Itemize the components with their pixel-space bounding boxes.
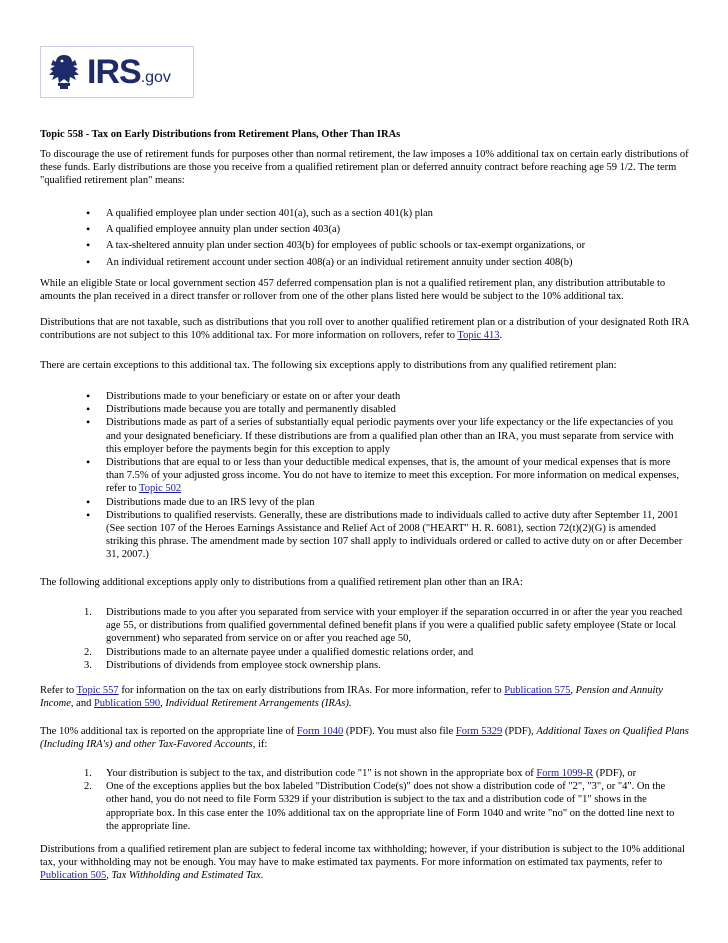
topic-557-link[interactable]: Topic 557 [76,685,119,696]
page-title: Topic 558 - Tax on Early Distributions from Retirement Plans, Other Than IRAs [40,129,401,140]
eagle-icon [41,49,87,95]
additional-exceptions-paragraph: The following additional exceptions apply only to distributions from a qualified retirement plan other than an IRA: [40,577,523,588]
withholding-paragraph: Distributions from a qualified retirement plan are subject to federal income tax withholding; however, if your distribution is subject to the 10% additional tax, your withholding may not be enough. You may have to make estimated tax payments. For more information on estimated tax payments, refer to Publication 505, Tax Withholding and Estimated Tax. [40,844,685,882]
list-item: • Distributions made to your beneficiary or estate on or after your death [88,390,688,403]
form-5329-link[interactable]: Form 5329 [455,726,503,737]
publication-505-link[interactable]: Publication 505 [40,870,107,882]
exceptions-intro-paragraph: There are certain exceptions to this additional tax. The following six exceptions apply to distributions from any qualified retirement plan: [40,360,617,371]
logo-suffix: .gov [140,69,171,87]
list-item: 3. Distributions of dividends from employee stock ownership plans. [84,659,381,671]
topic-502-link[interactable]: Topic 502 [139,483,182,495]
list-item: • Distributions to qualified reservists. Generally, these are distributions made to individuals called to active duty after September 11, 2001 (See section 107 of the Heroes Earnings Assistance and Relief Act of 2008 ("HEART" H. R. 6081), section 72(t)(2)(G) is amended striking this phrase. The amendment made by section 107 shall apply to individuals ordered or called to active duty on or after December 31, 2007.) [88,509,688,562]
section-457-paragraph: While an eligible State or local government section 457 deferred compensation plan is not a qualified retirement plan, any distribution attributable to amounts the plan received in a direct transfer or rollover from one of the other plans listed here would be subject to the 10% additional tax. [40,278,666,303]
report-paragraph: The 10% additional tax is reported on the appropriate line of Form 1040 (PDF). You must also file Form 5329 (PDF), Additional Taxes on Qualified Plans (Including IRA's) and other Tax-Favored Accounts, if: [40,726,689,751]
nontaxable-paragraph: Distributions that are not taxable, such as distributions that you roll over to another qualified retirement plan or a distribution of your designated Roth IRA contributions are not subject to this 10% additional tax. For more information on rollovers, refer to Topic 413. [40,317,689,342]
list-item: • Distributions made because you are totally and permanently disabled [88,403,688,416]
publication-575-link[interactable]: Publication 575 [504,685,571,696]
list-item: 1. Distributions made to you after you separated from service with your employer if the separation occurred in or after the year you reached age 55, or distributions from qualified governmental defined benefit plans if you were a qualified public safety employee (State or local government) who separated from service on or after you reached age 50, [84,607,683,645]
list-item: • A qualified employee plan under section 401(a), such as a section 401(k) plan [88,207,688,220]
topic-413-link[interactable]: Topic 413 [457,330,500,342]
list-item: • A tax-sheltered annuity plan under section 403(b) for employees of public schools or tax-exempt organizations, or [88,239,688,252]
list-item: • An individual retirement account under section 408(a) or an individual retirement annuity under section 408(b) [88,256,688,269]
form-1099r-link[interactable]: Form 1099-R [536,768,594,779]
list-item: 2. One of the exceptions applies but the box labeled "Distribution Code(s)" does not show a distribution code of "2", "3", or "4". On the other hand, you do not need to file Form 5329 if your distribution is subject to the tax and a distribution code of "1" shows in the appropriate box. In this case enter the 10% additional tax on the appropriate line of Form 1040 and write "no" on the dotted line next to the appropriate line. [84,781,675,832]
plan-type-list [88,207,688,269]
form-1040-link[interactable]: Form 1040 [296,726,344,737]
refer-paragraph: Refer to Topic 557 for information on the tax on early distributions from IRAs. For more information, refer to Publication 575, Pension and Annuity Income, and Publication 590, Individual Retirement Arrangements (IRAs). [40,685,663,710]
additional-exceptions-list [84,606,688,672]
list-item: 2. Distributions made to an alternate payee under a qualified domestic relations order, and [84,646,474,658]
list-item: • Distributions that are equal to or less than your deductible medical expenses, that is, the amount of your medical expenses that is more than 7.5% of your adjusted gross income. You do not have to itemize to meet this exception. For more information on medical expenses, refer to Topic 502 [88,456,688,496]
publication-590-link[interactable]: Publication 590 [93,698,161,710]
list-item: • Distributions made due to an IRS levy of the plan [88,496,688,509]
exceptions-list [88,390,688,562]
conditions-list [84,767,688,833]
irs-logo[interactable] [40,46,194,98]
list-item: 1. Your distribution is subject to the tax, and distribution code "1" is not shown in the appropriate box of Form 1099-R (PDF), or [84,768,637,779]
list-item: • A qualified employee annuity plan under section 403(a) [88,223,688,236]
list-item: • Distributions made as part of a series of substantially equal periodic payments over your life expectancy or the life expectancies of you and your designated beneficiary. If these distributions are from a qualified plan other than an IRA, you must separate from service with this employer before the payments begin for this exception to apply [88,416,688,456]
intro-paragraph: To discourage the use of retirement funds for purposes other than normal retirement, the law imposes a 10% additional tax on certain early distributions of these funds. Early distributions are those you receive from a qualified retirement plan or deferred annuity contract before reaching age 59 1/2. The term "qualified retirement plan" means: [40,149,689,187]
logo-mark: IRS [87,53,141,91]
